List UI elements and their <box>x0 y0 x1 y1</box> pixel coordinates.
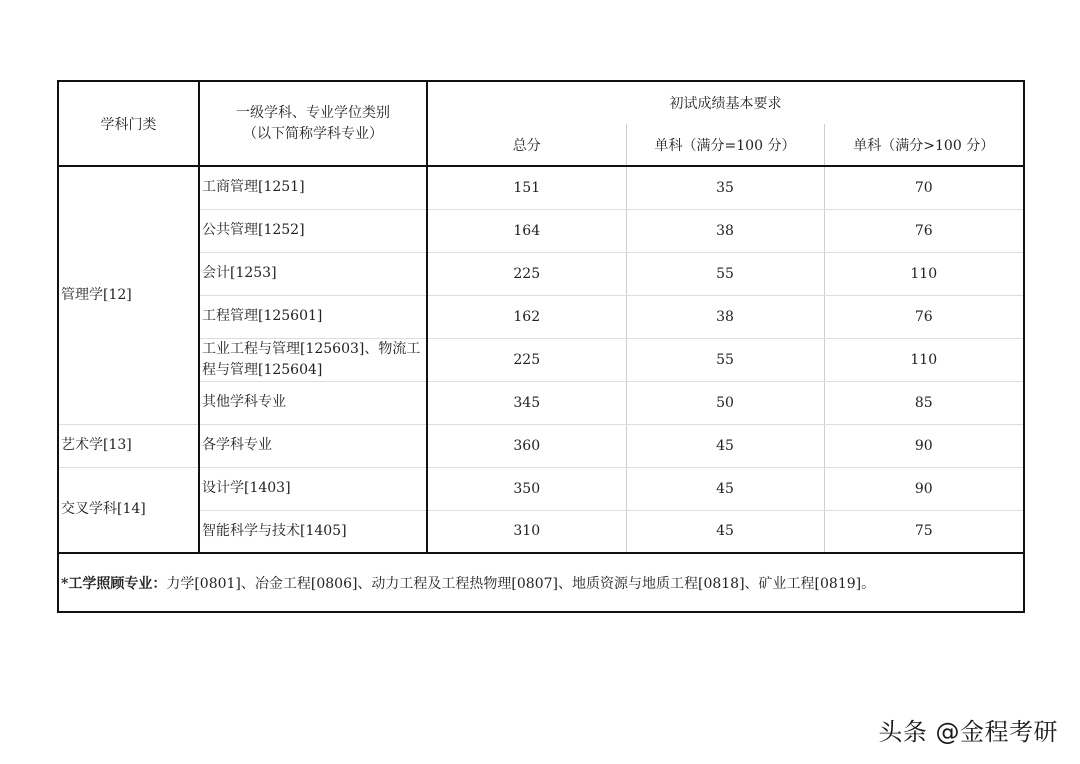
single-gt100-cell: 90 <box>824 424 1024 467</box>
header-discipline-line1: 一级学科、专业学位类别 <box>236 104 390 121</box>
subject-cell <box>199 338 427 381</box>
score-requirements-table <box>57 80 1025 613</box>
subject-cell: 其他学科专业 <box>199 381 427 424</box>
footnote-text: 力学[0801]、冶金工程[0806]、动力工程及工程热物理[0807]、地质资源与地质工程[0818]、矿业工程[0819]。 <box>166 575 876 592</box>
subject-cell: 设计学[1403] <box>199 467 427 510</box>
total-cell: 164 <box>427 209 626 252</box>
table-row <box>58 381 1024 424</box>
single-gt100-cell: 85 <box>824 381 1024 424</box>
total-cell: 360 <box>427 424 626 467</box>
footnote <box>58 553 1024 612</box>
watermark: 头条 @金程考研 <box>878 718 1058 746</box>
single-eq100-cell: 45 <box>626 467 824 510</box>
subject-line2: 程与管理[125604] <box>202 361 323 378</box>
single-eq100-cell: 55 <box>626 252 824 295</box>
total-cell: 225 <box>427 252 626 295</box>
total-cell: 151 <box>427 166 626 209</box>
total-cell: 345 <box>427 381 626 424</box>
footnote-label: *工学照顾专业： <box>61 575 167 592</box>
single-gt100-cell: 76 <box>824 295 1024 338</box>
single-gt100-cell: 90 <box>824 467 1024 510</box>
header-single-gt100: 单科（满分>100 分） <box>824 124 1024 166</box>
total-cell: 162 <box>427 295 626 338</box>
table-row <box>58 252 1024 295</box>
total-cell: 310 <box>427 510 626 553</box>
table-row <box>58 338 1024 381</box>
table-row <box>58 424 1024 467</box>
table-row <box>58 209 1024 252</box>
subject-cell: 各学科专业 <box>199 424 427 467</box>
single-eq100-cell: 35 <box>626 166 824 209</box>
header-requirements: 初试成绩基本要求 <box>427 81 1024 124</box>
subject-cell: 公共管理[1252] <box>199 209 427 252</box>
table-row <box>58 467 1024 510</box>
category-art: 艺术学[13] <box>58 424 199 467</box>
single-gt100-cell: 75 <box>824 510 1024 553</box>
single-eq100-cell: 38 <box>626 295 824 338</box>
total-cell: 225 <box>427 338 626 381</box>
single-eq100-cell: 45 <box>626 510 824 553</box>
single-gt100-cell: 76 <box>824 209 1024 252</box>
single-eq100-cell: 50 <box>626 381 824 424</box>
table-row <box>58 510 1024 553</box>
single-gt100-cell: 70 <box>824 166 1024 209</box>
subject-cell: 工商管理[1251] <box>199 166 427 209</box>
subject-cell: 会计[1253] <box>199 252 427 295</box>
subject-line1: 工业工程与管理[125603]、物流工 <box>202 340 421 357</box>
single-eq100-cell: 45 <box>626 424 824 467</box>
total-cell: 350 <box>427 467 626 510</box>
single-eq100-cell: 55 <box>626 338 824 381</box>
subject-cell: 工程管理[125601] <box>199 295 427 338</box>
single-gt100-cell: 110 <box>824 252 1024 295</box>
single-gt100-cell: 110 <box>824 338 1024 381</box>
subject-cell: 智能科学与技术[1405] <box>199 510 427 553</box>
table-row <box>58 166 1024 209</box>
table-row <box>58 295 1024 338</box>
category-interdisciplinary: 交叉学科[14] <box>58 467 199 553</box>
header-category: 学科门类 <box>58 81 199 166</box>
category-management: 管理学[12] <box>58 166 199 424</box>
single-eq100-cell: 38 <box>626 209 824 252</box>
header-total: 总分 <box>427 124 626 166</box>
header-discipline-line2: （以下简称学科专业） <box>243 125 383 142</box>
header-discipline <box>199 81 427 166</box>
header-single-eq100: 单科（满分=100 分） <box>626 124 824 166</box>
